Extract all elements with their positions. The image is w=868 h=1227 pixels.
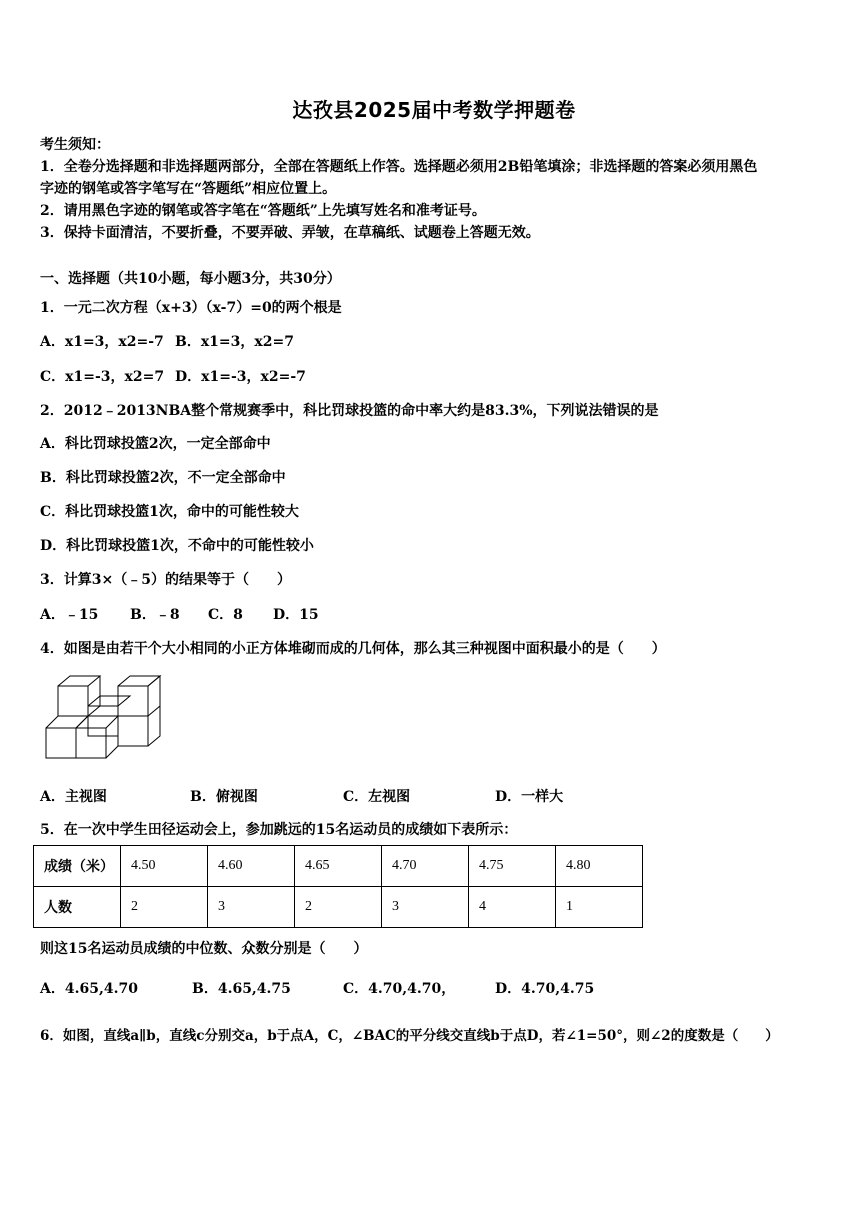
question-4-stem: 4．如图是由若干个大小相同的小正方体堆砌而成的几何体，那么其三种视图中面积最小的是（ ）	[40, 641, 666, 657]
table-row	[34, 846, 643, 887]
table-cell: 3	[208, 887, 295, 928]
question-2-option-a: A．科比罚球投篮2次，一定全部命中	[40, 436, 271, 452]
question-4-option-a: A．主视图	[40, 789, 107, 805]
cube-bottom-2	[76, 728, 106, 758]
cube-middle-back-top	[88, 696, 130, 706]
cube-left-upper-side	[88, 676, 100, 716]
question-3-option-b: B．﹣8	[130, 607, 180, 623]
cube-right-lower	[118, 716, 148, 746]
question-4-option-d: D．一样大	[495, 789, 564, 805]
table-row	[34, 887, 643, 928]
question-1-stem: 1．一元二次方程（x+3）（x-7）=0的两个根是	[40, 300, 342, 316]
table-cell: 4.70	[382, 846, 469, 887]
question-2-option-b: B．科比罚球投篮2次，不一定全部命中	[40, 470, 286, 486]
question-1-option-b: B．x1=3，x2=7	[175, 334, 294, 350]
question-5-option-c: C．4.70,4.70，	[343, 981, 456, 997]
question-4-option-b: B．俯视图	[190, 789, 258, 805]
question-1-option-a: A．x1=3，x2=-7	[40, 334, 164, 350]
cube-left-upper	[58, 686, 88, 716]
question-5-option-d: D．4.70,4.75	[495, 981, 595, 997]
question-5-stem: 5．在一次中学生田径运动会上，参加跳远的15名运动员的成绩如下表所示：	[40, 822, 518, 838]
table-cell: 人数	[34, 887, 121, 928]
score-table	[33, 845, 643, 928]
question-2-stem: 2．2012﹣2013NBA整个常规赛季中，科比罚球投篮的命中率大约是83.3%，下列说法错误的是	[40, 403, 659, 419]
table-cell: 2	[121, 887, 208, 928]
question-3-option-a: A．﹣15	[40, 607, 99, 623]
cube-right-lower-side	[148, 706, 160, 746]
table-cell: 4.65	[295, 846, 382, 887]
question-2-option-c: C．科比罚球投篮1次，命中的可能性较大	[40, 504, 299, 520]
table-cell: 4	[469, 887, 556, 928]
notice-heading: 考生须知：	[40, 137, 110, 153]
question-3-stem: 3．计算3×（﹣5）的结果等于（ ）	[40, 572, 291, 588]
section-heading: 一、选择题（共10小题，每小题3分，共30分）	[40, 271, 341, 287]
cube-stack-figure	[40, 670, 170, 766]
table-cell: 4.75	[469, 846, 556, 887]
question-2-option-d: D．科比罚球投篮1次，不命中的可能性较小	[40, 538, 314, 554]
table-cell: 4.50	[121, 846, 208, 887]
cube-right-upper	[118, 686, 148, 716]
cube-bottom-1	[46, 728, 76, 758]
table-cell: 1	[556, 887, 643, 928]
notice-item-3: 3．保持卡面清洁，不要折叠，不要弄破、弄皱，在草稿纸、试题卷上答题无效。	[40, 225, 540, 241]
table-cell: 4.80	[556, 846, 643, 887]
question-6-stem: 6．如图，直线a∥b，直线c分别交a，b于点A，C，∠BAC的平分线交直线b于点D，若∠1=50°，则∠2的度数是（ ）	[40, 1028, 779, 1044]
table-cell: 2	[295, 887, 382, 928]
cube-right-upper-side	[148, 676, 160, 716]
question-4-option-c: C．左视图	[343, 789, 411, 805]
table-cell: 3	[382, 887, 469, 928]
notice-item-1-cont: 字迹的钢笔或答字笔写在“答题纸”相应位置上。	[40, 181, 337, 197]
table-cell: 成绩（米）	[34, 846, 121, 887]
question-5-option-a: A．4.65,4.70	[40, 981, 138, 997]
question-5-followup: 则这15名运动员成绩的中位数、众数分别是（ ）	[40, 941, 368, 957]
question-1-option-c: C．x1=-3，x2=7	[40, 369, 165, 385]
table-cell: 4.60	[208, 846, 295, 887]
question-3-option-c: C．8	[208, 607, 243, 623]
question-5-option-b: B．4.65,4.75	[192, 981, 291, 997]
notice-item-2: 2．请用黑色字迹的钢笔或答字笔在“答题纸”上先填写姓名和准考证号。	[40, 203, 486, 219]
cube-bottom-2-top	[76, 716, 118, 728]
notice-item-1: 1．全卷分选择题和非选择题两部分，全部在答题纸上作答。选择题必须用2B铅笔填涂；非选择题的答案必须用黑色	[40, 159, 758, 175]
page-title: 达孜县2025届中考数学押题卷	[292, 98, 576, 122]
cube-left-upper-top	[58, 676, 100, 686]
question-3-option-d: D．15	[273, 607, 319, 623]
question-1-option-d: D．x1=-3，x2=-7	[175, 369, 306, 385]
